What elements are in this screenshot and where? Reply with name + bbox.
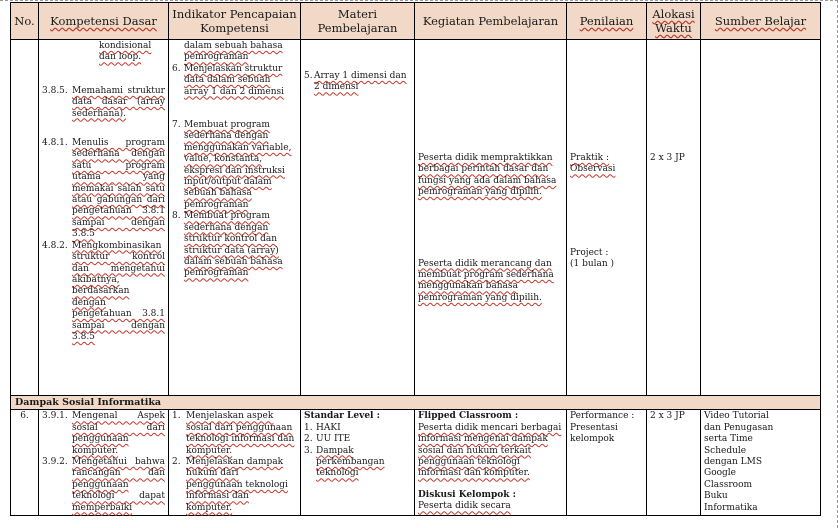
list-item: 2. Menjelaskan dampak hukum dari penggunaan teknologi informasi dan komputer. xyxy=(172,457,288,513)
cell-indikator xyxy=(169,410,301,516)
section-title: Dampak Sosial Informatika xyxy=(11,396,821,410)
table-row xyxy=(11,410,821,516)
kegiatan-text: Peserta didik mempraktikkan berbagai perintah dasar dan fungsi yang ada dalam bahasa pemrograman yang dipilih. xyxy=(418,153,557,198)
list-item: 1. Menjelaskan aspek sosial dari penggunaan teknologi informasi dan komputer. xyxy=(172,411,295,456)
list-item: 3.9.1. Mengenal Aspek sosial dari penggunaan komputer. xyxy=(42,411,165,456)
syllabus-table xyxy=(10,2,821,516)
cell-penilaian xyxy=(567,40,647,396)
cell-kompetensi-dasar xyxy=(39,40,169,396)
penilaian-text: Praktik : Observasi xyxy=(570,153,616,175)
ind-continuation: dalam sebuah bahasa pemrograman xyxy=(184,41,283,63)
list-item: 8. Membuat program sederhana dengan struktur kontrol dan struktur data (array) dalam sebuah bahasa pemrograman xyxy=(172,211,283,279)
header-no: No. xyxy=(11,3,39,40)
penilaian-text: Performance : Presentasi kelompok xyxy=(570,411,635,445)
list-item: 2. UU ITE xyxy=(304,434,351,445)
cell-no: 6. xyxy=(11,410,39,516)
list-item: 3.9.2. Mengetahui bahwa rancangan dan penggunaan teknologi dapat memperbaiki xyxy=(42,457,165,513)
section-row xyxy=(11,396,821,410)
list-item: 3. Dampak perkembangan teknologi xyxy=(304,445,385,479)
cell-sumber xyxy=(701,40,821,396)
list-item: 7. Membuat program sederhana dengan menggunakan variable, value, konstanta, ekspresi dan instruksi input/output dalam sebuah bahasa pemrograman xyxy=(172,120,292,210)
cell-alokasi xyxy=(647,410,701,516)
list-item: 1. HAKI xyxy=(304,422,341,433)
header-sumber: Sumber Belajar xyxy=(701,3,821,40)
header-kompetensi-dasar: Kompetensi Dasar xyxy=(39,3,169,40)
list-item: 4.8.1. Menulis program sederhana dengan satu program utama yang memakai salah satu atau gabungan dari pengetahuan 3.8.1 sampai dengan 3.8.5 xyxy=(42,138,165,240)
cell-materi xyxy=(301,40,415,396)
cell-no xyxy=(11,40,39,396)
header-penilaian: Penilaian xyxy=(567,3,647,40)
sumber-text: Video Tutorial dan Penugasan serta Time Schedule dengan LMS Google Classroom Buku Informatika xyxy=(704,411,774,513)
cell-sumber xyxy=(701,410,821,516)
cell-alokasi xyxy=(647,40,701,396)
list-item: 4.8.2. Mengkombinasikan struktur kontrol dan mengetahui akibatnya, berdasarkan dengan pengetahuan 3.8.1 sampai dengan 3.8.5 xyxy=(42,240,165,342)
cell-indikator xyxy=(169,40,301,396)
kegiatan-title: Flipped Classroom : xyxy=(418,411,519,422)
header-kegiatan: Kegiatan Pembelajaran xyxy=(415,3,567,40)
alokasi-text: 2 x 3 JP xyxy=(650,153,685,163)
materi-title: Standar Level : xyxy=(304,411,380,422)
kegiatan-text: Peserta didik merancang dan membuat program sederhana menggunakan bahasa pemrograman yang dipilih. xyxy=(418,258,554,303)
header-row xyxy=(11,3,821,40)
penilaian-text: Project : (1 bulan ) xyxy=(570,247,615,270)
list-item: 3.8.5. Memahami struktur data dasar (array sederhana). xyxy=(42,85,165,119)
list-item: 6. Menjelaskan struktur data dalam sebuah array 1 dan 2 dimensi xyxy=(172,63,285,97)
kegiatan-text: Peserta didik secara xyxy=(418,501,511,512)
kegiatan-title: Diskusi Kelompok : xyxy=(418,489,516,500)
cell-kegiatan xyxy=(415,40,567,396)
cell-kompetensi-dasar xyxy=(39,410,169,516)
kd-continuation: kondisional dan loop. xyxy=(99,41,152,63)
kegiatan-text: Peserta didik mencari berbagai informasi mengenai dampak sosial dan hukum terkait penggunaan teknologi informasi dan komputer. xyxy=(418,422,562,479)
table-row xyxy=(11,40,821,396)
cell-kegiatan xyxy=(415,410,567,516)
cell-materi xyxy=(301,410,415,516)
list-item: 5. Array 1 dimensi dan 2 dimensi xyxy=(304,71,407,93)
header-materi: Materi Pembelajaran xyxy=(301,3,415,40)
header-alokasi: Alokasi Waktu xyxy=(647,3,701,40)
cell-penilaian xyxy=(567,410,647,516)
header-indikator: Indikator Pencapaian Kompetensi xyxy=(169,3,301,40)
alokasi-text: 2 x 3 JP xyxy=(650,411,685,422)
